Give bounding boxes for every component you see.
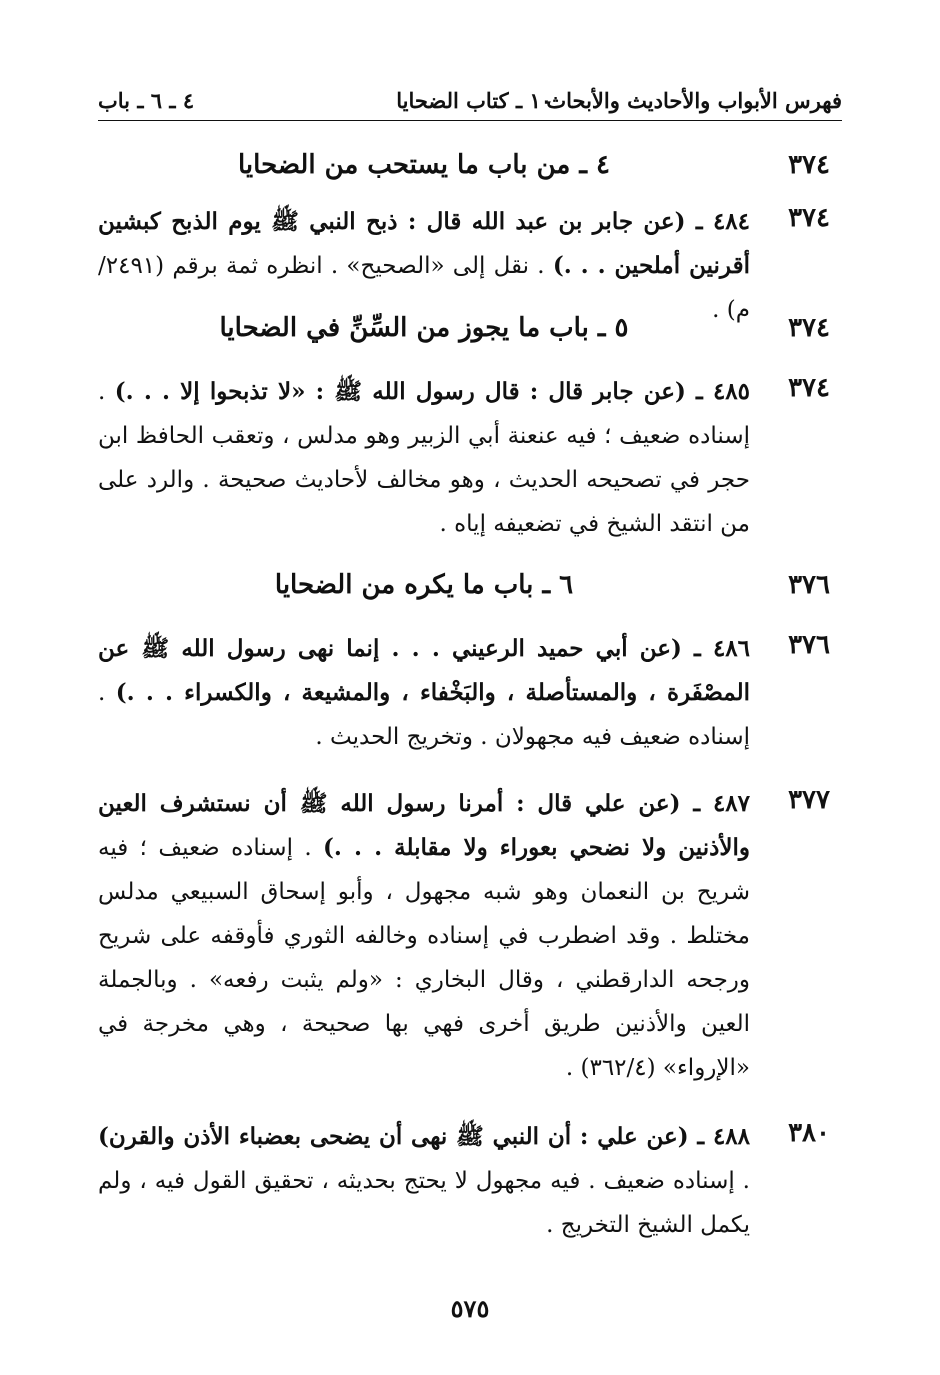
page-ref: ٣٧٦: [788, 570, 830, 600]
hadith-text: ٤٨٨ ـ (عن علي : أن النبي ﷺ نهى أن يضحى بعضباء الأذن والقرن): [98, 1123, 750, 1150]
page-ref: ٣٧٤: [788, 313, 830, 343]
page-ref: ٣٨٠: [788, 1118, 830, 1148]
header-index-title: فهرس الأبواب والأحاديث والأبحاث: [546, 88, 842, 113]
hadith-text: ٤٨٦ ـ (عن أبي حميد الرعيني . . . إنما نهى رسول الله ﷺ عن المصْفَرة ، والمستأصلة ، والبَخْفاء ، والمشيعة ، والكسراء . . .): [98, 635, 750, 706]
hadith-text: ٤٨٤ ـ (عن جابر بن عبد الله قال : ذبح النبي ﷺ يوم الذبح كبشين أقرنين أملحين . . .): [98, 208, 750, 279]
running-header: [98, 88, 842, 121]
page-ref: ٣٧٦: [788, 630, 830, 660]
hadith-text: ٤٨٧ ـ (عن علي قال : أمرنا رسول الله ﷺ أن نستشرف العين والأذنين ولا نضحي بعوراء ولا مقابلة . . .): [98, 790, 750, 861]
hadith-entry: [98, 627, 750, 759]
page-ref: ٣٧٤: [788, 373, 830, 403]
hadith-entry: [98, 782, 750, 1090]
header-book-title: ١٠ ـ كتاب الضحايا: [396, 88, 552, 113]
chapter-heading: ٦ ـ باب ما يكره من الضحايا: [274, 570, 574, 600]
page-ref: ٣٧٤: [788, 203, 830, 233]
hadith-entry: [98, 1115, 750, 1247]
page-ref: ٣٧٧: [788, 785, 830, 815]
page-ref: ٣٧٤: [788, 150, 830, 180]
chapter-heading: ٤ ـ من باب ما يستحب من الضحايا: [237, 150, 610, 180]
hadith-note: . إسناده ضعيف فيه مجهولان . وتخريج الحديث .: [98, 680, 750, 750]
hadith-note: . إسناده ضعيف ؛ فيه شريح بن النعمان وهو شبه مجهول ، وأبو إسحاق السبيعي مدلس مختلط . وقد اضطرب في إسناده وخالفه الثوري فأوقفه على شريح ورجحه الدارقطني ، وقال البخاري : «ولم يثبت رفعه» . وبالجملة العين والأذنين طريق أخرى فهي بها صحيحة ، وهي مخرجة في «الإرواء» (٣٦٢/٤) .: [98, 835, 750, 1081]
header-chapter-range: ٤ ـ ٦ ـ باب: [98, 88, 195, 113]
page-number: ٥٧٥: [450, 1294, 490, 1323]
hadith-note: . إسناده ضعيف . فيه مجهول لا يحتج بحديثه ، تحقيق القول فيه ، ولم يكمل الشيخ التخريج .: [98, 1168, 750, 1238]
hadith-entry: [98, 370, 750, 546]
hadith-text: ٤٨٥ ـ (عن جابر قال : قال رسول الله ﷺ : «لا تذبحوا إلا . . .): [114, 378, 750, 405]
chapter-heading: ٥ ـ باب ما يجوز من السِّنِّ في الضحايا: [219, 313, 629, 343]
hadith-note: . نقل إلى «الصحيح» . انظره ثمة برقم (٢٤٩١/م) .: [98, 253, 750, 323]
hadith-note: . إسناده ضعيف ؛ فيه عنعنة أبي الزبير وهو مدلس ، وتعقب الحافظ ابن حجر في تصحيحه الحديث ، وهو مخالف لأحاديث صحيحة . والرد على من انتقد الشيخ في تضعيفه إياه .: [98, 379, 750, 537]
